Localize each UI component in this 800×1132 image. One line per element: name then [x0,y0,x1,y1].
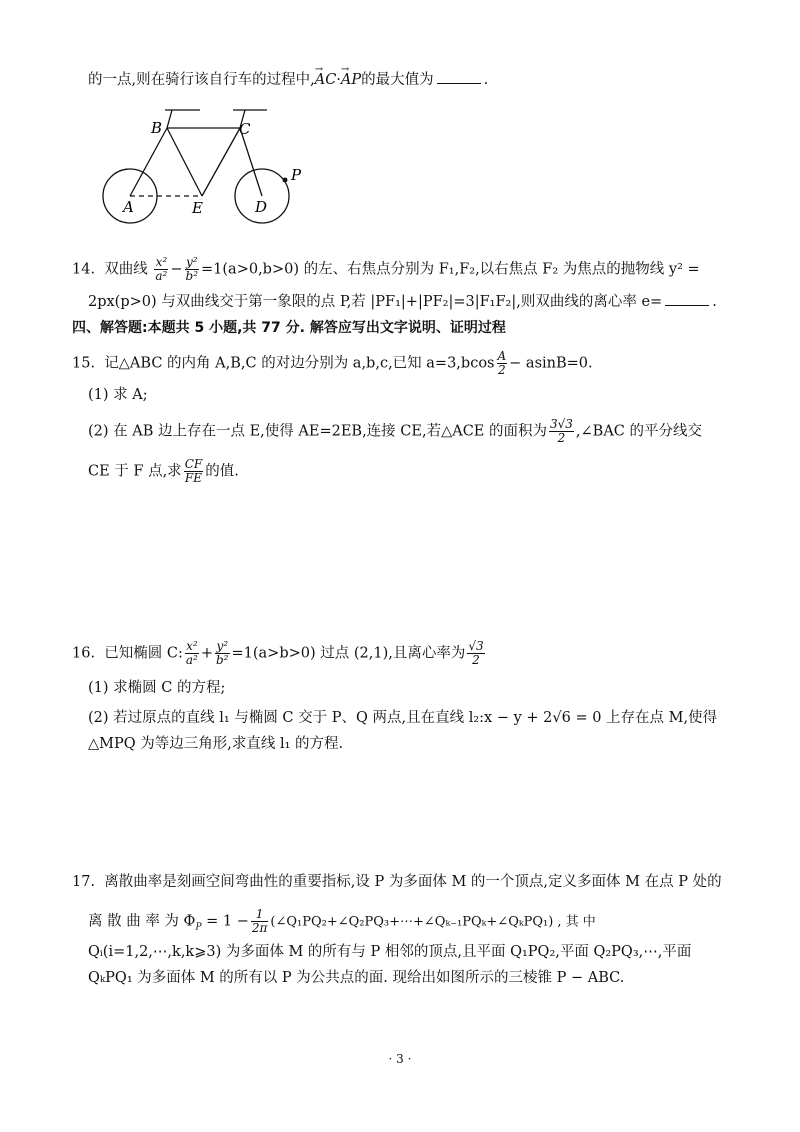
q16-part1: (1) 求椭圆 C 的方程; [88,680,226,696]
answer-blank [665,293,709,306]
q16-part2-line2: △MPQ 为等边三角形,求直线 l₁ 的方程. [88,736,344,752]
q16-stem: 16. 已知椭圆 C: $\frac{\text{x²}}{\text{a²}}$ + $\frac{\text{y²}}{\text{b²}}$ =1(a>b>0) 过点 (2,1),且离心率为 $\frac{√3}{2}$ [72,639,484,667]
seat-stay [130,128,167,196]
seat-tube [167,128,202,196]
q15-part1: (1) 求 A; [88,387,148,403]
page-number: · 3 · [388,1052,412,1066]
q15-stem: 15. 记△ABC 的内角 A,B,C 的对边分别为 a,b,c,已知 a=3,bcos $\frac{A}{2}$ − asinB=0. [72,349,593,377]
bicycle-figure [95,100,325,225]
fraction: $\frac{√3}{2}$ [468,639,484,667]
q15-part2-line1: (2) 在 AB 边上存在一点 E,使得 AE=2EB,连接 CE,若△ACE 的面积为 $\frac{3√3}{2}$ ,∠BAC 的平分线交 [88,417,703,445]
fraction: $\frac{3√3}{2}$ [550,417,573,445]
q13-text: 的一点,则在骑行该自行车的过程中,→ AC·→ AP的最大值为 . [88,70,488,90]
label-p: P [291,166,302,184]
fraction: $\frac{\text{x²}}{\text{a²}}$ [155,255,168,283]
fork [240,128,262,196]
q17-line2: 离 散 曲 率 为 $\Phi_P = 1$ − $\frac{1}{2\pi}$ (∠Q₁PQ₂+∠Q₂PQ₃+⋯+∠Qₖ₋₁PQₖ+∠QₖPQ₁) , 其 中 [88,907,596,935]
label-a: A [123,198,134,216]
fraction: $\frac{A}{2}$ [497,349,507,377]
q15-part2-line2: CE 于 F 点,求 $\frac{CF}{FE}$ 的值. [88,457,239,485]
down-tube [202,128,240,196]
label-d: D [255,198,268,216]
label-c: C [239,120,251,138]
fraction: $\frac{\text{x²}}{\text{a²}}$ [185,639,198,667]
label-b: B [151,119,163,137]
label-e: E [192,199,203,217]
fraction: $\frac{\text{y²}}{\text{b²}}$ [185,255,199,283]
vector-ap: → AP [341,70,361,90]
answer-blank [437,71,481,84]
seat-post [167,110,172,128]
point-p [283,178,288,183]
fraction: $\frac{1}{2\pi}$ [251,907,268,935]
q17-line4: QₖPQ₁ 为多面体 M 的所有以 P 为公共点的面. 现给出如图所示的三棱锥 P − ABC. [88,970,625,986]
q16-part2-line1: (2) 若过原点的直线 l₁ 与椭圆 C 交于 P、Q 两点,且在直线 l₂:x − y + 2√6 = 0 上存在点 M,使得 [88,710,718,726]
q17-line3: Qᵢ(i=1,2,⋯,k,k⩾3) 为多面体 M 的所有与 P 相邻的顶点,且平面 Q₁PQ₂,平面 Q₂PQ₃,⋯,平面 [88,944,692,960]
vector-ac: → AC [315,70,337,90]
q14-line2: 2px(p>0) 与双曲线交于第一象限的点 P,若 |PF₁|+|PF₂|=3|F₁F₂|,则双曲线的离心率 e= . [88,294,717,310]
fraction: $\frac{CF}{FE}$ [184,457,203,485]
q17-line1: 17. 离散曲率是刻画空间弯曲性的重要指标,设 P 为多面体 M 的一个顶点,定义多面体 M 在点 P 处的 [72,874,722,890]
section-heading: 四、解答题:本题共 5 小题,共 77 分. 解答应写出文字说明、证明过程 [72,320,506,336]
q14-line1: 14. 双曲线 $\frac{\text{x²}}{\text{a²}}$ − $\frac{\text{y²}}{\text{b²}}$ =1(a>0,b>0) 的左、右焦点分别为 F₁,F₂,以右焦点 F₂ 为焦点的抛物线 y² = [72,255,700,283]
fraction: $\frac{\text{y²}}{\text{b²}}$ [216,639,229,667]
